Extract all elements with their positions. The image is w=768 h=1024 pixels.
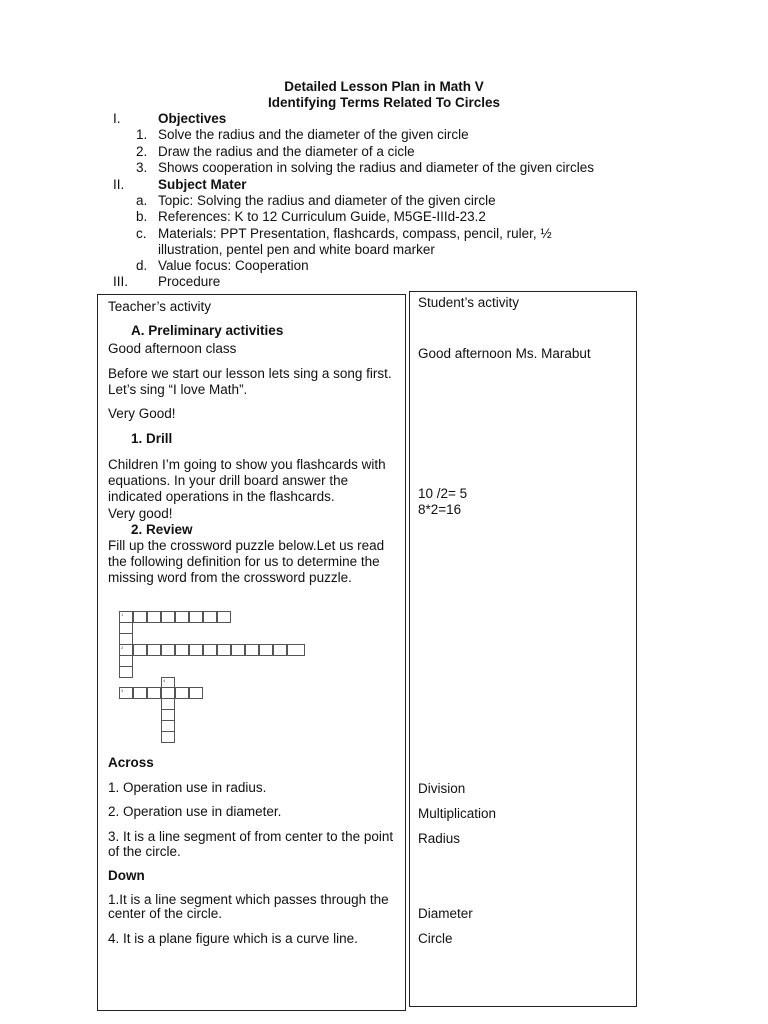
crossword-cell[interactable] [133, 611, 147, 623]
list-item: Topic: Solving the radius and diameter of the given circle [158, 193, 496, 208]
crossword-cell[interactable] [245, 644, 259, 656]
section-numeral: II. [113, 177, 125, 192]
crossword-cell[interactable] [161, 611, 175, 623]
crossword-cell[interactable] [175, 644, 189, 656]
crossword-cell[interactable] [161, 731, 175, 743]
crossword-cell[interactable] [133, 644, 147, 656]
student-greeting: Good afternoon Ms. Marabut [418, 346, 591, 361]
section-numeral: III. [113, 274, 129, 289]
down-clue: 4. It is a plane figure which is a curve line. [108, 931, 358, 946]
across-heading: Across [108, 755, 154, 770]
crossword-cell[interactable] [147, 611, 161, 623]
list-item-continuation: illustration, pentel pen and white board marker [158, 242, 435, 257]
section-heading: Objectives [158, 111, 227, 126]
list-marker: b. [136, 209, 148, 224]
crossword-cell[interactable] [189, 687, 203, 699]
section-heading: Procedure [158, 274, 221, 289]
teacher-praise: Very Good! [108, 406, 176, 421]
student-answer: Division [418, 781, 466, 796]
crossword-cell[interactable] [189, 611, 203, 623]
list-item: Materials: PPT Presentation, flashcards, compass, pencil, ruler, ½ [158, 226, 552, 241]
crossword-cell[interactable] [119, 666, 133, 678]
crossword-cell[interactable] [217, 644, 231, 656]
crossword-cell[interactable]: 3 [119, 687, 133, 699]
section-heading: Subject Mater [158, 177, 247, 192]
teacher-column-header: Teacher’s activity [108, 299, 212, 314]
document-title: Detailed Lesson Plan in Math V [284, 79, 484, 94]
list-item: Shows cooperation in solving the radius and diameter of the given circles [158, 160, 594, 175]
crossword-cell[interactable] [161, 644, 175, 656]
list-marker: d. [136, 258, 148, 273]
crossword-cell[interactable] [203, 611, 217, 623]
crossword-cell[interactable] [291, 644, 305, 656]
section-numeral: I. [113, 111, 121, 126]
crossword-cell[interactable] [147, 687, 161, 699]
crossword-cell[interactable] [175, 687, 189, 699]
crossword-cell[interactable] [203, 644, 217, 656]
across-clue: 2. Operation use in diameter. [108, 804, 282, 819]
flashcard-instruction: Children I’m going to show you flashcards with equations. In your drill board answer the indicated operations in the flashcards. [108, 457, 386, 504]
student-column-header: Student’s activity [418, 295, 520, 310]
crossword-cell[interactable] [133, 687, 147, 699]
student-answer: Diameter [418, 906, 473, 921]
student-answer: Circle [418, 931, 453, 946]
list-marker: 3. [136, 160, 148, 175]
crossword-cell[interactable] [231, 644, 245, 656]
list-marker: c. [136, 226, 147, 241]
list-marker: a. [136, 193, 148, 208]
document-subtitle: Identifying Terms Related To Circles [267, 95, 501, 110]
drill-heading: 1. Drill [131, 431, 173, 446]
crossword-cell[interactable] [273, 644, 287, 656]
crossword-cell[interactable] [147, 644, 161, 656]
list-item: Draw the radius and the diameter of a cicle [158, 144, 415, 159]
review-heading: 2. Review [131, 522, 193, 537]
crossword-cell[interactable] [259, 644, 273, 656]
crossword-cell[interactable]: 4 [161, 677, 175, 689]
down-clue: 1.It is a line segment which passes through the center of the circle. [108, 892, 389, 921]
list-marker: 2. [136, 144, 148, 159]
teacher-greeting: Good afternoon class [108, 341, 237, 356]
student-answer: 10 /2= 5 [418, 486, 468, 501]
list-marker: 1. [136, 127, 148, 142]
student-column [409, 291, 637, 1007]
across-clue: 3. It is a line segment of from center to the point of the circle. [108, 829, 394, 859]
down-heading: Down [108, 868, 145, 883]
crossword-cell[interactable]: 1 [119, 611, 133, 623]
teacher-praise: Very good! [108, 506, 173, 521]
student-answer: Radius [418, 831, 461, 846]
student-answer: Multiplication [418, 806, 497, 821]
list-item: Solve the radius and the diameter of the given circle [158, 127, 469, 142]
song-instruction: Before we start our lesson lets sing a song first. Let’s sing “I love Math”. [108, 366, 392, 397]
crossword-instruction: Fill up the crossword puzzle below.Let us read the following definition for us to determine the missing word from the crossword puzzle. [108, 538, 385, 585]
list-item: References: K to 12 Curriculum Guide, M5GE-IIId-23.2 [158, 209, 486, 224]
across-clue: 1. Operation use in radius. [108, 780, 267, 795]
crossword-cell[interactable] [217, 611, 231, 623]
preliminary-heading: A. Preliminary activities [131, 323, 284, 338]
crossword-cell[interactable] [175, 611, 189, 623]
list-item: Value focus: Cooperation [158, 258, 309, 273]
crossword-cell[interactable] [189, 644, 203, 656]
student-answer: 8*2=16 [418, 502, 462, 517]
crossword-cell[interactable]: 2 [119, 644, 133, 656]
